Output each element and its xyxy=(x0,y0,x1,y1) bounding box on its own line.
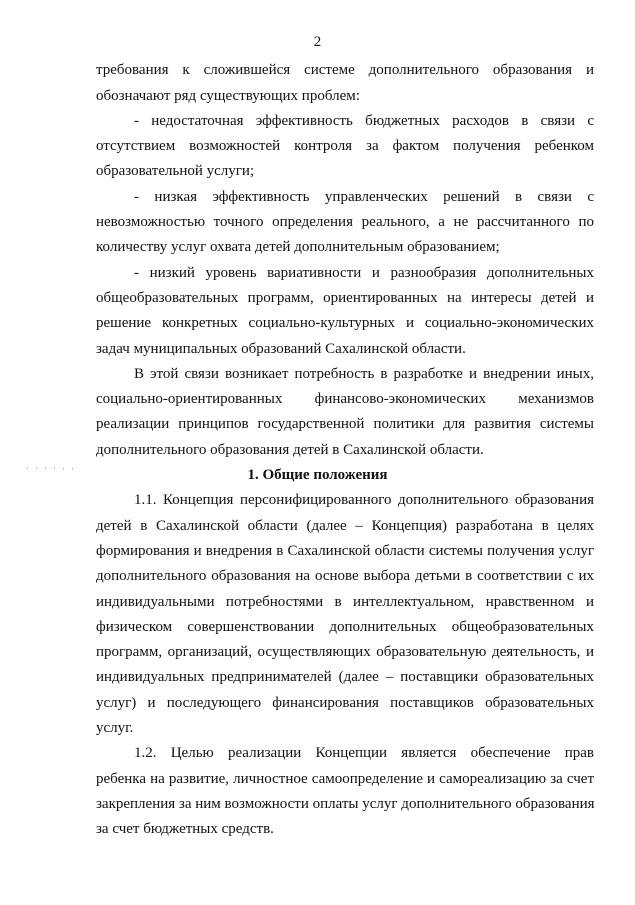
text-line: дополнительного образования на основе выбора детьми в соответствии с их xyxy=(96,568,594,584)
margin-dots: . . . . . . xyxy=(26,462,76,471)
text-line: решение конкретных социально-культурных и социально-экономических xyxy=(96,315,594,331)
text-line: обозначают ряд существующих проблем: xyxy=(96,88,360,104)
text-line: количеству услуг охвата детей дополнительным образованием; xyxy=(96,239,500,255)
text-line: услуг) и последующего финансирования поставщиков образовательных xyxy=(96,695,594,711)
text-line: отсутствием возможностей контроля за фактом получения ребенком xyxy=(96,138,594,154)
text-line: физическом совершенствовании дополнительных общеобразовательных xyxy=(96,619,594,635)
text-line: реализации принципов государственной политики для развития системы xyxy=(96,416,594,432)
text-line: общеобразовательных программ, ориентированных на интересы детей и xyxy=(96,290,594,306)
text-line: детей в Сахалинской области (далее – Концепция) разработана в целях xyxy=(96,518,594,534)
text-line: задач муниципальных образований Сахалинской области. xyxy=(96,341,466,357)
section-heading: 1. Общие положения xyxy=(247,467,388,483)
text-line: дополнительного образования детей в Сахалинской области. xyxy=(96,442,484,458)
text-line: за счет бюджетных средств. xyxy=(96,821,274,837)
page-number: 2 xyxy=(313,34,322,50)
text-line: программ, организаций, осуществляющих образовательную деятельность, и xyxy=(96,644,594,660)
text-line: услуг. xyxy=(96,720,134,736)
text-line: закрепления за ним возможности оплаты услуг дополнительного образования xyxy=(96,796,595,812)
text-line: ребенка на развитие, личностное самоопределение и самореализацию за счет xyxy=(96,771,594,787)
text-line: невозможностью точного определения реального, а не рассчитанного по xyxy=(96,214,594,230)
text-line: В этой связи возникает потребность в разработке и внедрении иных, xyxy=(134,366,594,382)
text-line: - низкий уровень вариативности и разнообразия дополнительных xyxy=(134,265,594,281)
text-line: - низкая эффективность управленческих решений в связи с xyxy=(134,189,594,205)
text-line: образовательной услуги; xyxy=(96,163,255,179)
text-line: индивидуальными потребностями в интеллектуальном, нравственном и xyxy=(96,594,594,610)
text-line: - недостаточная эффективность бюджетных расходов в связи с xyxy=(134,113,594,129)
text-line: требования к сложившейся системе дополнительного образования и xyxy=(96,62,594,78)
text-line: 1.1. Концепция персонифицированного дополнительного образования xyxy=(134,492,594,508)
text-line: 1.2. Целью реализации Концепции является обеспечение прав xyxy=(134,745,594,761)
text-line: индивидуальных предпринимателей (далее – поставщики образовательных xyxy=(96,669,594,685)
text-line: социально-ориентированных финансово-экономических механизмов xyxy=(96,391,594,407)
text-line: формирования и внедрения в Сахалинской области системы получения услуг xyxy=(96,543,594,559)
